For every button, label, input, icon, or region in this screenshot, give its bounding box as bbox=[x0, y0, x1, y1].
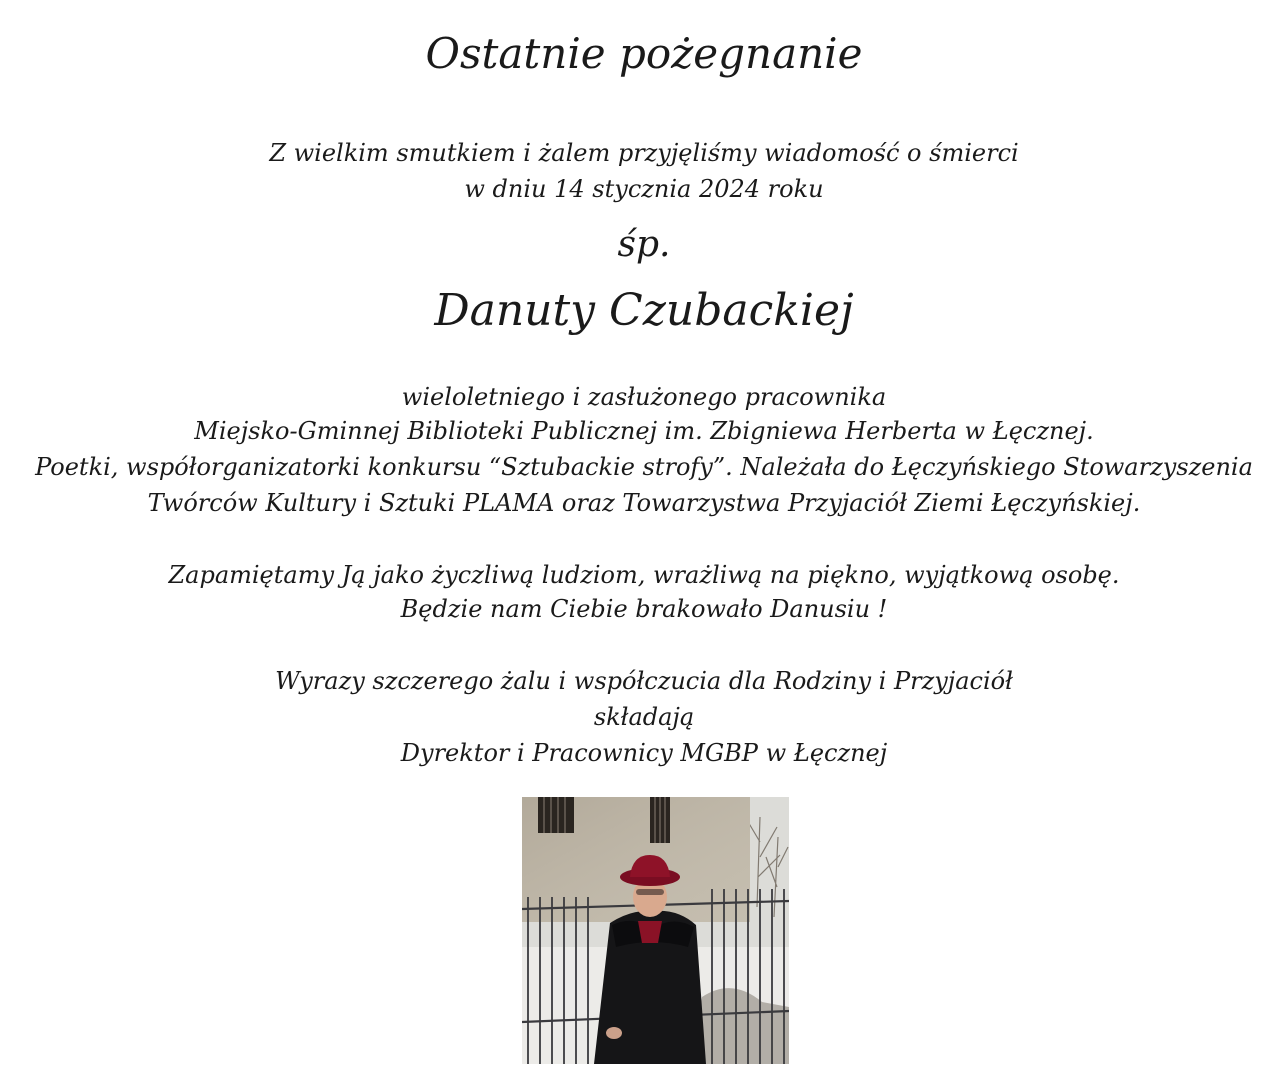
description-line-2: Miejsko-Gminnej Biblioteki Publicznej im. Zbigniewa Herberta w Łęcznej. bbox=[194, 417, 1094, 445]
intro-date: w dniu 14 stycznia 2024 roku bbox=[464, 175, 824, 203]
honorific: śp. bbox=[617, 224, 671, 265]
portrait-photo bbox=[522, 797, 789, 1064]
condolences-line-1: Wyrazy szczerego żalu i współczucia dla Rodziny i Przyjaciół bbox=[275, 667, 1013, 695]
signature: Dyrektor i Pracownicy MGBP w Łęcznej bbox=[400, 739, 888, 767]
description-line-4: Twórców Kultury i Sztuki PLAMA oraz Towarzystwa Przyjaciół Ziemi Łęczyńskiej. bbox=[147, 489, 1141, 517]
page-title: Ostatnie pożegnanie bbox=[425, 29, 863, 78]
description-line-1: wieloletniego i zasłużonego pracownika bbox=[401, 383, 887, 411]
description-line-3: Poetki, współorganizatorki konkursu “Sztubackie strofy”. Należała do Łęczyńskiego Stowarzyszenia bbox=[35, 453, 1253, 481]
deceased-name: Danuty Czubackiej bbox=[434, 285, 854, 336]
remembrance-line-2: Będzie nam Ciebie brakowało Danusiu ! bbox=[400, 595, 888, 623]
intro-line-1: Z wielkim smutkiem i żalem przyjęliśmy wiadomość o śmierci bbox=[269, 139, 1019, 167]
remembrance-line-1: Zapamiętamy Ją jako życzliwą ludziom, wrażliwą na piękno, wyjątkową osobę. bbox=[168, 561, 1120, 589]
condolences-line-2: składają bbox=[593, 703, 695, 731]
